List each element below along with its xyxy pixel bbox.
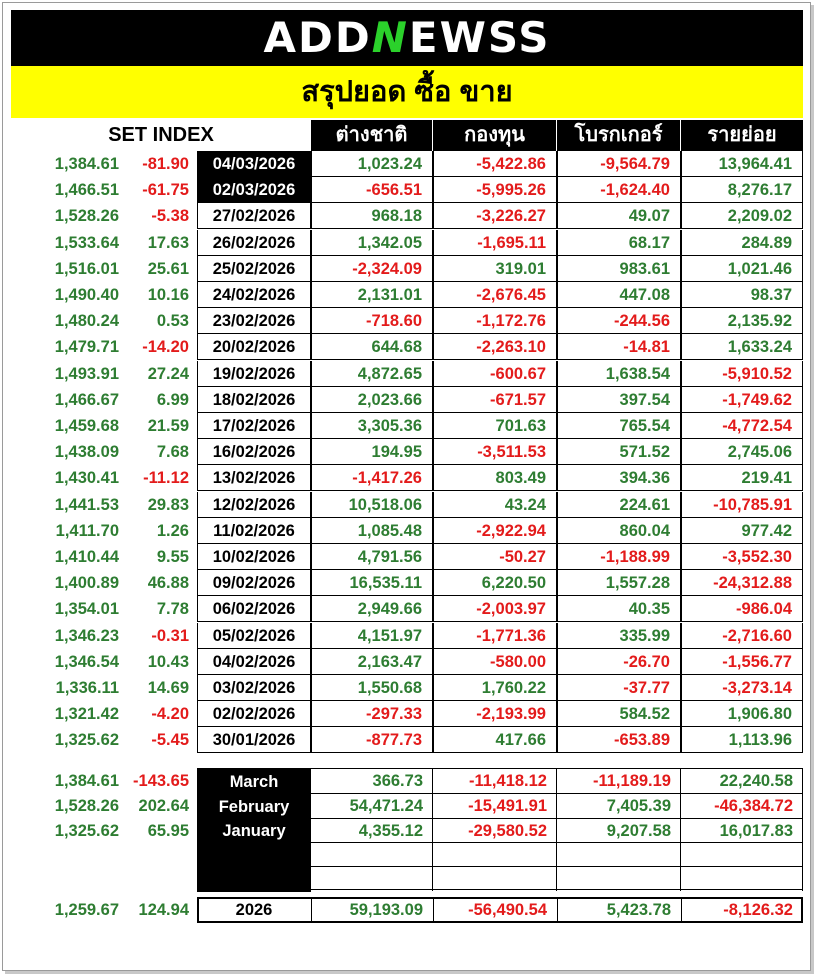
set-index-value: 1,410.44 — [54, 548, 119, 566]
date-cell: 20/02/2026 — [197, 334, 311, 360]
index-change: 0.53 — [156, 312, 189, 331]
fund-value: -11,418.12 — [469, 772, 547, 790]
date-cell: 16/02/2026 — [197, 439, 311, 465]
date-cell: 18/02/2026 — [197, 387, 311, 413]
set-index-value: 1,459.68 — [54, 417, 119, 435]
broker-value: 40.35 — [557, 596, 681, 622]
index-change: 46.88 — [147, 574, 189, 593]
foreign-value: 3,305.36 — [311, 413, 433, 439]
broker-value: -653.89 — [557, 727, 681, 753]
table-row — [11, 282, 803, 308]
foreign-value: -656.51 — [311, 177, 433, 203]
set-index-value: 1,438.09 — [54, 443, 119, 462]
broker-value: 860.04 — [557, 518, 681, 544]
retail-value: -3,273.14 — [681, 675, 803, 701]
fund-value: 319.01 — [433, 256, 557, 282]
fund-value: -5,995.26 — [433, 177, 557, 203]
set-index-value: 1,384.61 — [54, 772, 119, 790]
foreign-value: -297.33 — [311, 701, 433, 727]
set-index-value: 1,336.11 — [55, 679, 119, 697]
foreign-value: 16,535.11 — [311, 570, 433, 596]
set-index-value: 1,346.54 — [54, 652, 119, 671]
fund-value: 6,220.50 — [433, 570, 557, 596]
table-row — [11, 230, 803, 256]
set-index-value: 1,516.01 — [54, 259, 119, 278]
set-index-value: 1,400.89 — [54, 574, 119, 593]
broker-value: -9,564.79 — [557, 151, 681, 177]
fund-value: -2,676.45 — [433, 282, 557, 308]
grid-cell — [681, 819, 803, 843]
grid-row — [311, 768, 803, 792]
date-cell: 19/02/2026 — [197, 361, 311, 387]
broker-value: 765.54 — [557, 413, 681, 439]
table-row — [11, 518, 803, 544]
table-row — [11, 361, 803, 387]
foreign-value: 2,163.47 — [311, 649, 433, 675]
retail-value: -24,312.88 — [681, 570, 803, 596]
foreign-value: -718.60 — [311, 308, 433, 334]
set-index-header: SET INDEX — [108, 124, 214, 146]
index-change: 65.95 — [147, 822, 189, 840]
year-broker: 5,423.78 — [606, 901, 671, 919]
date-cell: 10/02/2026 — [197, 544, 311, 570]
month-label: January — [222, 822, 286, 840]
grid-cell — [433, 867, 557, 891]
year-index: 1,259.67 — [54, 901, 119, 919]
date-cell: 23/02/2026 — [197, 308, 311, 334]
fund-value: 417.66 — [433, 727, 557, 753]
table-row — [11, 413, 803, 439]
index-change: 17.63 — [147, 233, 189, 252]
broker-value: 1,638.54 — [557, 361, 681, 387]
retail-value: -4,772.54 — [681, 413, 803, 439]
index-change: 9.55 — [156, 548, 189, 566]
page-title: สรุปยอด ซื้อ ขาย — [11, 66, 803, 118]
table-row — [11, 675, 803, 701]
fund-value: -15,491.91 — [468, 797, 547, 815]
table-row — [11, 387, 803, 413]
grid-cell — [681, 794, 803, 818]
retail-value: -10,785.91 — [681, 492, 803, 518]
retail-value: 2,745.06 — [681, 439, 803, 465]
month-label: February — [218, 798, 290, 816]
set-index-value: 1,528.26 — [54, 207, 119, 226]
fund-value: 701.63 — [433, 413, 557, 439]
set-index-value: 1,490.40 — [54, 286, 119, 304]
fund-value: -29,580.52 — [468, 822, 547, 840]
foreign-value: 4,791.56 — [311, 544, 433, 570]
fund-value: -580.00 — [433, 649, 557, 675]
foreign-value: 54,471.24 — [349, 797, 423, 815]
retail-value: 1,633.24 — [681, 334, 803, 360]
set-index-value: 1,346.23 — [54, 626, 119, 645]
retail-value: 1,113.96 — [681, 727, 803, 753]
broker-value: 397.54 — [557, 387, 681, 413]
grid-row — [311, 818, 803, 842]
foreign-value: 4,355.12 — [358, 822, 423, 840]
grid-cell — [557, 867, 681, 891]
grid-row — [311, 793, 803, 817]
grid-cell — [681, 867, 803, 891]
retail-value: 13,964.41 — [681, 151, 803, 177]
fund-value: 1,760.22 — [433, 675, 557, 701]
foreign-value: 1,550.68 — [311, 675, 433, 701]
retail-header: รายย่อย — [681, 120, 803, 151]
grid-cell — [311, 843, 433, 867]
fund-value: -50.27 — [433, 544, 557, 570]
table-row — [11, 256, 803, 282]
grid-row — [311, 842, 803, 866]
table-row — [11, 203, 803, 229]
grid-cell — [557, 819, 681, 843]
foreign-value: 10,518.06 — [311, 492, 433, 518]
logo: ADDNEWSS — [263, 13, 551, 62]
date-cell: 17/02/2026 — [197, 413, 311, 439]
fund-value: -5,422.86 — [433, 151, 557, 177]
foreign-header: ต่างชาติ — [311, 120, 433, 151]
table-row — [11, 492, 803, 518]
broker-value: -1,624.40 — [557, 177, 681, 203]
table-row — [11, 177, 803, 203]
broker-value: 335.99 — [557, 623, 681, 649]
retail-value: 1,906.80 — [681, 701, 803, 727]
month-label: March — [229, 773, 279, 791]
broker-value: 9,207.58 — [606, 822, 671, 840]
logo-banner — [11, 10, 803, 66]
index-change: 27.24 — [147, 364, 189, 383]
set-index-value: 1,493.91 — [54, 364, 119, 383]
index-change: 25.61 — [147, 259, 189, 278]
table-row — [11, 544, 803, 570]
grid-cell — [311, 769, 433, 793]
index-change: -14.20 — [142, 338, 189, 357]
grid-cell — [681, 843, 803, 867]
date-cell: 02/02/2026 — [197, 701, 311, 727]
foreign-value: 1,085.48 — [311, 518, 433, 544]
table-row — [11, 623, 803, 649]
broker-value: 49.07 — [557, 203, 681, 229]
date-cell: 06/02/2026 — [197, 596, 311, 622]
fund-value: 803.49 — [433, 465, 557, 491]
index-change: -4.20 — [151, 705, 189, 724]
retail-value: -3,552.30 — [681, 544, 803, 570]
date-cell: 12/02/2026 — [197, 492, 311, 518]
broker-value: 983.61 — [557, 256, 681, 282]
retail-value: 1,021.46 — [681, 256, 803, 282]
table-row — [11, 649, 803, 675]
set-index-value: 1,466.51 — [54, 181, 119, 200]
broker-value: 584.52 — [557, 701, 681, 727]
grid-cell — [557, 794, 681, 818]
set-index-value: 1,325.62 — [54, 731, 119, 750]
table-row — [11, 439, 803, 465]
broker-value: 447.08 — [557, 282, 681, 308]
table-row — [11, 308, 803, 334]
date-cell: 09/02/2026 — [197, 570, 311, 596]
set-index-value: 1,479.71 — [54, 338, 119, 357]
date-cell: 25/02/2026 — [197, 256, 311, 282]
yearly-total-row — [11, 897, 803, 923]
grid-cell — [681, 769, 803, 793]
retail-value: 284.89 — [681, 230, 803, 256]
broker-value: 394.36 — [557, 465, 681, 491]
fund-value: -1,172.76 — [433, 308, 557, 334]
grid-cell — [311, 867, 433, 891]
set-index-value: 1,466.67 — [54, 390, 119, 409]
fund-value: -2,922.94 — [433, 518, 557, 544]
foreign-value: -877.73 — [311, 727, 433, 753]
foreign-value: 194.95 — [311, 439, 433, 465]
set-index-value: 1,430.41 — [54, 469, 119, 488]
index-change: 29.83 — [147, 495, 189, 514]
retail-value: -1,556.77 — [681, 649, 803, 675]
index-change: -0.31 — [151, 626, 189, 645]
broker-value: -26.70 — [557, 649, 681, 675]
index-change: -81.90 — [142, 155, 189, 173]
broker-header: โบรกเกอร์ — [557, 120, 681, 151]
index-change: -143.65 — [133, 772, 189, 790]
fund-value: -3,226.27 — [433, 203, 557, 229]
date-cell: 04/02/2026 — [197, 649, 311, 675]
foreign-value: 1,023.24 — [311, 151, 433, 177]
retail-value: -5,910.52 — [681, 361, 803, 387]
index-change: 7.78 — [156, 600, 189, 619]
retail-value: 977.42 — [681, 518, 803, 544]
fund-value: -2,003.97 — [433, 596, 557, 622]
broker-value: 224.61 — [557, 492, 681, 518]
grid-cell — [311, 819, 433, 843]
set-index-value: 1,528.26 — [54, 797, 119, 815]
broker-value: -14.81 — [557, 334, 681, 360]
broker-value: 571.52 — [557, 439, 681, 465]
broker-value: -1,188.99 — [557, 544, 681, 570]
set-index-value: 1,384.61 — [54, 155, 119, 173]
grid-cell — [557, 843, 681, 867]
date-cell: 13/02/2026 — [197, 465, 311, 491]
index-change: -11.12 — [143, 469, 189, 488]
date-cell: 03/02/2026 — [197, 675, 311, 701]
foreign-value: 968.18 — [311, 203, 433, 229]
year-fund: -56,490.54 — [468, 901, 547, 919]
set-index-value: 1,441.53 — [54, 495, 119, 514]
index-change: 1.26 — [156, 521, 189, 540]
date-cell: 02/03/2026 — [197, 177, 311, 203]
grid-cell — [311, 794, 433, 818]
date-cell: 04/03/2026 — [197, 151, 311, 177]
grid-row — [311, 866, 803, 890]
grid-cell — [433, 819, 557, 843]
fund-value: 43.24 — [433, 492, 557, 518]
year-foreign: 59,193.09 — [349, 901, 423, 919]
retail-value: 2,135.92 — [681, 308, 803, 334]
set-index-value: 1,321.42 — [54, 705, 119, 724]
broker-value: -37.77 — [557, 675, 681, 701]
retail-value: -2,716.60 — [681, 623, 803, 649]
retail-value: 2,209.02 — [681, 203, 803, 229]
table-row — [11, 596, 803, 622]
grid-cell — [433, 794, 557, 818]
index-change: 10.43 — [147, 652, 189, 671]
retail-value: -1,749.62 — [681, 387, 803, 413]
table-row — [11, 465, 803, 491]
table-row — [11, 334, 803, 360]
index-change: 7.68 — [156, 443, 189, 462]
set-index-value: 1,411.70 — [55, 521, 119, 540]
index-change: -5.38 — [151, 207, 189, 226]
retail-value: -46,384.72 — [714, 797, 793, 815]
foreign-value: 2,023.66 — [311, 387, 433, 413]
set-index-value: 1,480.24 — [54, 312, 119, 331]
year-label: 2026 — [235, 901, 273, 919]
fund-value: -671.57 — [433, 387, 557, 413]
fund-header: กองทุน — [433, 120, 557, 151]
broker-value: -11,189.19 — [593, 772, 671, 790]
retail-value: -986.04 — [681, 596, 803, 622]
foreign-value: -1,417.26 — [311, 465, 433, 491]
set-index-value: 1,325.62 — [54, 822, 119, 840]
date-cell: 05/02/2026 — [197, 623, 311, 649]
index-change: -5.45 — [151, 731, 189, 750]
set-index-value: 1,354.01 — [54, 600, 119, 619]
fund-value: -2,193.99 — [433, 701, 557, 727]
retail-value: 16,017.83 — [719, 822, 793, 840]
broker-value: -244.56 — [557, 308, 681, 334]
retail-value: 22,240.58 — [719, 772, 793, 790]
retail-value: 219.41 — [681, 465, 803, 491]
date-cell: 24/02/2026 — [197, 282, 311, 308]
broker-value: 1,557.28 — [557, 570, 681, 596]
fund-value: -1,695.11 — [433, 230, 557, 256]
table-row — [11, 151, 803, 177]
index-change: -61.75 — [142, 181, 189, 200]
grid-cell — [557, 769, 681, 793]
fund-value: -3,511.53 — [433, 439, 557, 465]
foreign-value: 2,131.01 — [311, 282, 433, 308]
index-change: 21.59 — [147, 417, 189, 435]
date-cell: 30/01/2026 — [197, 727, 311, 753]
foreign-value: 2,949.66 — [311, 596, 433, 622]
year-retail: -8,126.32 — [723, 901, 793, 919]
date-cell: 26/02/2026 — [197, 230, 311, 256]
broker-value: 7,405.39 — [606, 797, 671, 815]
grid-cell — [433, 769, 557, 793]
foreign-value: 4,872.65 — [311, 361, 433, 387]
index-change: 10.16 — [147, 286, 189, 304]
foreign-value: 4,151.97 — [311, 623, 433, 649]
index-change: 14.69 — [147, 679, 189, 697]
foreign-value: -2,324.09 — [311, 256, 433, 282]
index-change: 202.64 — [138, 797, 189, 815]
grid-cell — [433, 843, 557, 867]
foreign-value: 1,342.05 — [311, 230, 433, 256]
retail-value: 8,276.17 — [681, 177, 803, 203]
foreign-value: 644.68 — [311, 334, 433, 360]
date-cell: 27/02/2026 — [197, 203, 311, 229]
fund-value: -600.67 — [433, 361, 557, 387]
fund-value: -1,771.36 — [433, 623, 557, 649]
foreign-value: 366.73 — [372, 772, 423, 790]
table-row — [11, 727, 803, 753]
year-change: 124.94 — [138, 901, 189, 919]
date-cell: 11/02/2026 — [197, 518, 311, 544]
table-row — [11, 570, 803, 596]
set-index-value: 1,533.64 — [54, 233, 119, 252]
broker-value: 68.17 — [557, 230, 681, 256]
table-row — [11, 701, 803, 727]
retail-value: 98.37 — [681, 282, 803, 308]
index-change: 6.99 — [156, 390, 189, 409]
fund-value: -2,263.10 — [433, 334, 557, 360]
